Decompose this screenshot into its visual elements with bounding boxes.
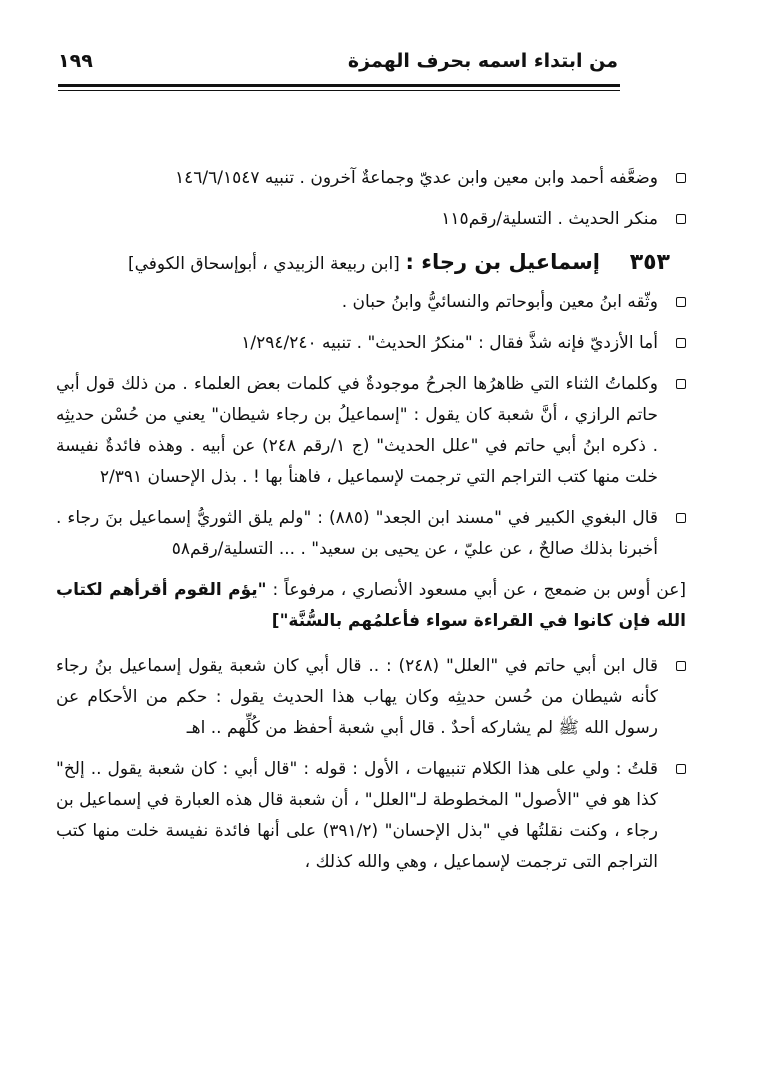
checkbox-bullet-icon	[676, 764, 686, 774]
header-rule-thin	[58, 90, 620, 91]
list-item	[56, 287, 686, 318]
list-item-text: قال ابن أبي حاتم في "العلل" (٢٤٨) : .. قال أبي كان شعبة يقول إسماعيل بنُ رجاء كأنه شيطان من حُسن حديثِه وكان يهاب هذا الحديث يقول : حكم من الأحكام عن رسول الله ﷺ لم يشاركه أحدٌ . قال أبي شعبة أحفظ من كُلِّهم .. اهـ	[56, 656, 658, 738]
page-body	[56, 163, 686, 888]
list-item-text: أما الأزديّ فإنه شذَّ فقال : "منكرُ الحديث" . تنبيه ١/٢٩٤/٢٤٠	[241, 333, 658, 353]
header-rule-thick	[58, 84, 620, 87]
list-item	[56, 651, 686, 744]
checkbox-bullet-icon	[676, 661, 686, 671]
list-item	[56, 369, 686, 493]
list-item-text: وضعَّفه أحمد وابن معين وابن عديّ وجماعةٌ آخرون . تنبيه ١٤٦/٦/١٥٤٧	[175, 168, 658, 188]
list-item-text: قلتُ : ولي على هذا الكلام تنبيهات ، الأول : قوله : "قال أبي : كان شعبة يقول .. إلخ" كذا هو في "الأصول" المخطوطة لـ"العلل" ، أن شعبة قال هذه العبارة في إسماعيل بن رجاء ، وكنت نقلتُها في "بذل الإحسان" (٣٩١/٢) على أنها فائدة نفيسة خلت منها كتب التراجم التى ترجمت لإسماعيل ، وهي والله كذلك ،	[56, 759, 658, 872]
entry-number: ٣٥٣	[629, 250, 670, 275]
entry-name: إسماعيل بن رجاء :	[405, 250, 600, 274]
checkbox-bullet-icon	[676, 379, 686, 389]
checkbox-bullet-icon	[676, 297, 686, 307]
header-title: من ابتداء اسمه بحرف الهمزة	[347, 50, 618, 72]
entry-heading	[56, 245, 686, 281]
hadith-intro: [عن أوس بن ضمعج ، عن أبي مسعود الأنصاري ، مرفوعاً :	[272, 580, 686, 600]
checkbox-bullet-icon	[676, 173, 686, 183]
list-item-text: منكر الحديث . التسلية/رقم١١٥	[441, 209, 658, 229]
list-item	[56, 163, 686, 194]
list-item	[56, 328, 686, 359]
running-header	[58, 48, 618, 78]
checkbox-bullet-icon	[676, 338, 686, 348]
list-item	[56, 503, 686, 565]
list-item-text: وكلماتُ الثناء التي ظاهرُها الجرحُ موجودةٌ في كلمات بعض العلماء . من ذلك قول أبي حاتم الرازي ، أنَّ شعبة كان يقول : "إسماعيلُ بن رجاء شيطان" يعني من حُسْن حديثِه . ذكره ابنُ أبي حاتم في "علل الحديث" (ج ١/رقم ٢٤٨) عن أبيه . وهذه فائدةٌ نفيسة خلت منها كتب التراجم التي ترجمت لإسماعيل ، فاهنأ بها ! . بذل الإحسان ٢/٣٩١	[56, 374, 659, 487]
hadith-block	[56, 575, 686, 637]
hadith-quote: "يؤم القوم أقرأهم لكتاب الله فإن كانوا في القراءة سواء فأعلمُهم بالسُّنَّة"]	[56, 580, 686, 631]
entry-aka: [ابن ربيعة الزبيدي ، أبوإسحاق الكوفي]	[127, 254, 400, 274]
list-item	[56, 204, 686, 235]
list-item-text: وثّقه ابنُ معين وأبوحاتم والنسائيُّ وابنُ حبان .	[341, 292, 658, 312]
list-item-text: قال البغوي الكبير في "مسند ابن الجعد" (٨٨٥) : "ولم يلق الثوريُّ إسماعيل بنَ رجاء . أخبرنا بذلك صالحٌ ، عن عليّ ، عن يحيى بن سعيد" . ... التسلية/رقم٥٨	[56, 508, 659, 559]
checkbox-bullet-icon	[676, 513, 686, 523]
checkbox-bullet-icon	[676, 214, 686, 224]
page-number: ١٩٩	[58, 50, 93, 72]
list-item	[56, 754, 686, 878]
